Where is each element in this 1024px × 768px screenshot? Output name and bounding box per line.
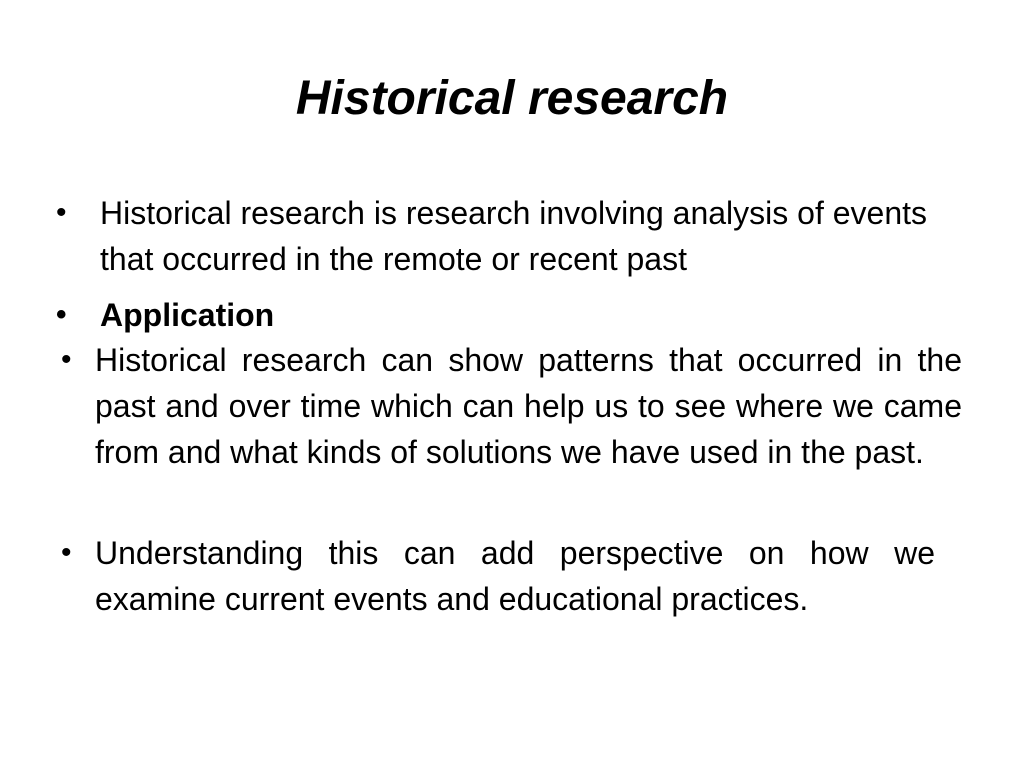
bullet-item-application bbox=[56, 292, 966, 338]
bullet-item-definition bbox=[56, 190, 966, 282]
bullet-text: Historical research is research involving analysis of events that occurred in the remote or recent past bbox=[100, 195, 928, 277]
bullet-dot: • bbox=[56, 196, 67, 229]
bullet-item-patterns bbox=[61, 337, 962, 475]
slide-title: Historical research bbox=[295, 72, 729, 125]
bullet-text: Application bbox=[100, 297, 275, 333]
bullet-text: Understanding this can add perspective on how we examine current events and educational practices. bbox=[95, 535, 935, 617]
bullet-dot: • bbox=[61, 343, 72, 376]
bullet-dot: • bbox=[61, 536, 72, 569]
bullet-dot: • bbox=[56, 298, 67, 331]
bullet-item-perspective bbox=[61, 530, 935, 622]
bullet-text: Historical research can show patterns that occurred in the past and over time which can help us to see where we came from and what kinds of solutions we have used in the past. bbox=[95, 342, 962, 470]
